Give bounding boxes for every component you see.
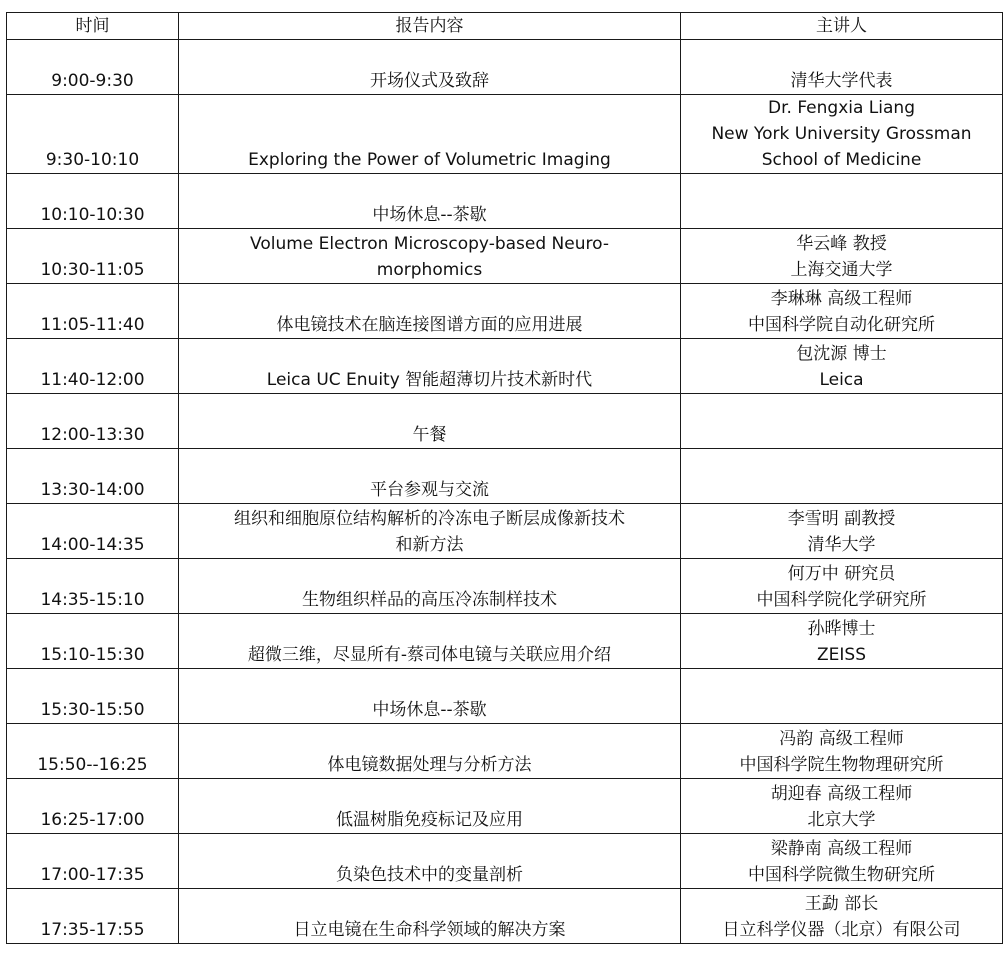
time-cell	[7, 559, 179, 614]
speaker-cell	[681, 889, 1003, 944]
speaker-cell	[681, 559, 1003, 614]
time-cell	[7, 889, 179, 944]
time-text: 15:30-15:50	[40, 700, 145, 720]
time-cell	[7, 669, 179, 724]
topic-line: 午餐	[412, 425, 447, 445]
schedule-row	[7, 504, 1003, 559]
topic-cell	[179, 449, 681, 504]
time-text: 11:05-11:40	[40, 315, 145, 335]
schedule-row	[7, 174, 1003, 229]
time-text: 16:25-17:00	[40, 810, 145, 830]
speaker-line: 北京大学	[807, 810, 876, 830]
time-text: 14:00-14:35	[40, 535, 145, 555]
speaker-line: 日立科学仪器（北京）有限公司	[722, 920, 961, 940]
speaker-cell	[681, 284, 1003, 339]
schedule-row	[7, 284, 1003, 339]
speaker-cell	[681, 449, 1003, 504]
topic-line: 体电镜数据处理与分析方法	[327, 755, 532, 775]
time-cell	[7, 504, 179, 559]
speaker-line: 上海交通大学	[790, 260, 893, 280]
topic-cell	[179, 339, 681, 394]
speaker-line: New York University Grossman	[711, 124, 972, 144]
header-topic: 报告内容	[179, 13, 681, 40]
topic-cell	[179, 504, 681, 559]
time-text: 11:40-12:00	[40, 370, 145, 390]
speaker-line: 胡迎春 高级工程师	[770, 784, 913, 804]
speaker-line: ZEISS	[817, 645, 866, 665]
topic-line: 和新方法	[395, 535, 464, 555]
time-text: 13:30-14:00	[40, 480, 145, 500]
topic-cell	[179, 889, 681, 944]
topic-line: 组织和细胞原位结构解析的冷冻电子断层成像新技术	[234, 509, 625, 529]
topic-cell	[179, 669, 681, 724]
speaker-line: 包沈源 博士	[796, 344, 887, 364]
schedule-row	[7, 779, 1003, 834]
time-cell	[7, 449, 179, 504]
topic-line: Volume Electron Microscopy-based Neuro-	[250, 234, 609, 254]
topic-cell	[179, 614, 681, 669]
speaker-line: 中国科学院自动化研究所	[748, 315, 935, 335]
time-cell	[7, 834, 179, 889]
topic-line: 日立电镜在生命科学领域的解决方案	[293, 920, 566, 940]
speaker-line: 清华大学	[807, 535, 876, 555]
speaker-cell	[681, 339, 1003, 394]
speaker-line: Leica	[819, 370, 864, 390]
schedule-row	[7, 229, 1003, 284]
speaker-line: School of Medicine	[761, 150, 922, 170]
speaker-cell	[681, 394, 1003, 449]
topic-cell	[179, 40, 681, 95]
schedule-row	[7, 449, 1003, 504]
time-cell	[7, 284, 179, 339]
topic-cell	[179, 284, 681, 339]
speaker-cell	[681, 40, 1003, 95]
topic-line: 中场休息--茶歇	[372, 205, 487, 225]
schedule-row	[7, 339, 1003, 394]
schedule-row	[7, 559, 1003, 614]
topic-cell	[179, 779, 681, 834]
speaker-line: 清华大学代表	[790, 71, 893, 91]
topic-line: 开场仪式及致辞	[370, 71, 489, 91]
time-text: 9:00-9:30	[51, 71, 134, 91]
topic-cell	[179, 724, 681, 779]
topic-cell	[179, 95, 681, 174]
header-row	[7, 13, 1003, 40]
speaker-cell	[681, 834, 1003, 889]
time-text: 14:35-15:10	[40, 590, 145, 610]
time-text: 17:00-17:35	[40, 865, 145, 885]
schedule-row	[7, 889, 1003, 944]
schedule-table	[6, 12, 1003, 944]
header-time: 时间	[7, 13, 179, 40]
speaker-line: 中国科学院生物物理研究所	[739, 755, 944, 775]
time-cell	[7, 614, 179, 669]
topic-line: Exploring the Power of Volumetric Imaging	[248, 150, 611, 170]
topic-line: 平台参观与交流	[370, 480, 489, 500]
time-cell	[7, 394, 179, 449]
topic-line: 负染色技术中的变量剖析	[336, 865, 523, 885]
topic-line: 超微三维，尽显所有-蔡司体电镜与关联应用介绍	[247, 645, 612, 665]
speaker-line: 中国科学院微生物研究所	[748, 865, 935, 885]
header-speaker: 主讲人	[681, 13, 1003, 40]
schedule-row	[7, 669, 1003, 724]
topic-cell	[179, 394, 681, 449]
topic-line: 低温树脂免疫标记及应用	[336, 810, 523, 830]
time-text: 12:00-13:30	[40, 425, 145, 445]
speaker-cell	[681, 504, 1003, 559]
time-text: 10:30-11:05	[40, 260, 145, 280]
schedule-row	[7, 614, 1003, 669]
speaker-line: 冯韵 高级工程师	[779, 729, 904, 749]
time-text: 15:50--16:25	[37, 755, 148, 775]
schedule-row	[7, 95, 1003, 174]
time-cell	[7, 339, 179, 394]
speaker-cell	[681, 614, 1003, 669]
time-text: 10:10-10:30	[40, 205, 145, 225]
topic-line: 体电镜技术在脑连接图谱方面的应用进展	[276, 315, 583, 335]
schedule-body	[7, 40, 1003, 944]
topic-line: Leica UC Enuity 智能超薄切片技术新时代	[266, 370, 593, 390]
time-cell	[7, 40, 179, 95]
speaker-line: 中国科学院化学研究所	[756, 590, 927, 610]
schedule-row	[7, 724, 1003, 779]
topic-cell	[179, 229, 681, 284]
time-text: 15:10-15:30	[40, 645, 145, 665]
speaker-line: 华云峰 教授	[796, 234, 887, 254]
time-cell	[7, 779, 179, 834]
topic-line: 生物组织样品的高压冷冻制样技术	[302, 590, 557, 610]
speaker-cell	[681, 724, 1003, 779]
time-cell	[7, 229, 179, 284]
speaker-line: 孙晔博士	[807, 619, 876, 639]
speaker-cell	[681, 669, 1003, 724]
topic-cell	[179, 174, 681, 229]
speaker-cell	[681, 174, 1003, 229]
speaker-line: 王勐 部长	[804, 894, 879, 914]
schedule-row	[7, 394, 1003, 449]
topic-cell	[179, 834, 681, 889]
time-cell	[7, 174, 179, 229]
speaker-cell	[681, 229, 1003, 284]
speaker-line: 何万中 研究员	[787, 564, 896, 584]
schedule-row	[7, 834, 1003, 889]
topic-line: morphomics	[376, 260, 483, 280]
time-cell	[7, 724, 179, 779]
speaker-line: 梁静南 高级工程师	[770, 839, 913, 859]
time-text: 17:35-17:55	[40, 920, 145, 940]
speaker-line: 李雪明 副教授	[787, 509, 896, 529]
speaker-cell	[681, 95, 1003, 174]
time-text: 9:30-10:10	[45, 150, 140, 170]
speaker-line: Dr. Fengxia Liang	[768, 98, 915, 118]
time-cell	[7, 95, 179, 174]
speaker-line: 李琳琳 高级工程师	[770, 289, 913, 309]
speaker-cell	[681, 779, 1003, 834]
topic-line: 中场休息--茶歇	[372, 700, 487, 720]
topic-cell	[179, 559, 681, 614]
schedule-row	[7, 40, 1003, 95]
